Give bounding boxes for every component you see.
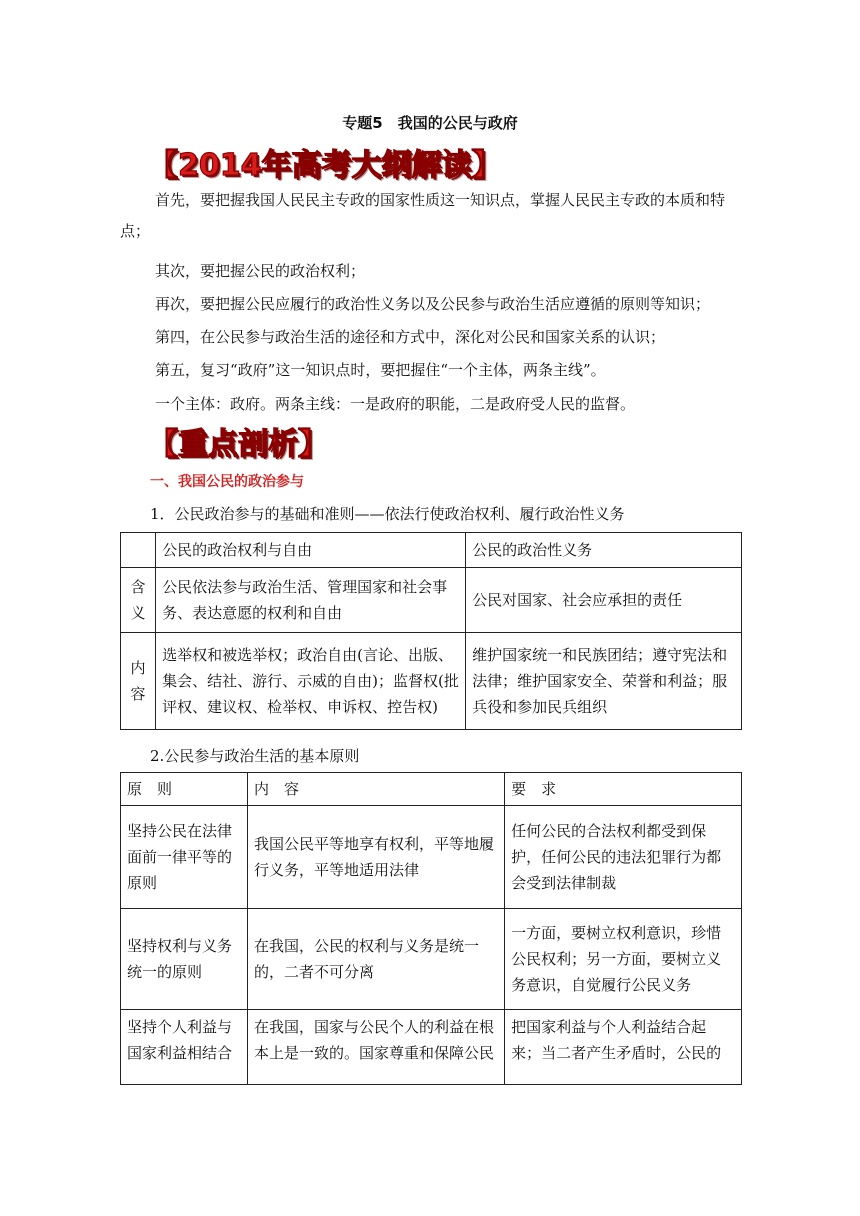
paragraph-1: 首先，要把握我国人民民主专政的国家性质这一知识点，掌握人民民主专政的本质和特点； [120, 191, 726, 240]
paragraph-2: 其次，要把握公民的政治权利； [155, 262, 366, 280]
table-row [121, 806, 742, 909]
table-header-cell: 内 容 [248, 773, 505, 806]
row-label-cell [121, 633, 156, 730]
table-row [121, 633, 742, 730]
table-cell [121, 533, 156, 568]
paragraph-5: 第五，复习“政府”这一知识点时，要把握住“一个主体，两条主线”。 [155, 361, 606, 379]
table-cell: 坚持公民在法律面前一律平等的原则 [121, 806, 248, 909]
paragraph-6: 一个主体：政府。两条主线：一是政府的职能，二是政府受人民的监督。 [155, 395, 636, 413]
table-header-cell: 公民的政治性义务 [466, 533, 742, 568]
table-cell: 选举权和被选举权；政治自由(言论、出版、集会、结社、游行、示威的自由)；监督权(批评权、建议权、检举权、申诉权、控告权) [156, 633, 466, 730]
principles-table [120, 772, 742, 1085]
table-row [121, 1010, 742, 1085]
table-cell: 坚持权利与义务统一的原则 [121, 909, 248, 1010]
table-cell: 坚持个人利益与国家利益相结合 [121, 1010, 248, 1085]
table-header-cell: 原 则 [121, 773, 248, 806]
table-header-cell: 要 求 [505, 773, 742, 806]
row-label-cell [121, 568, 156, 633]
table-header-row [121, 533, 742, 568]
table-cell: 在我国，国家与公民个人的利益在根本上是一致的。国家尊重和保障公民 [248, 1010, 505, 1085]
subheading-1: 1．公民政治参与的基础和准则——依法行使政治权利、履行政治性义务 [150, 505, 625, 523]
table-cell: 公民对国家、社会应承担的责任 [466, 568, 742, 633]
key-analysis-banner: 【重点剖析】 [148, 427, 328, 462]
row-label: 含 义 [130, 578, 146, 622]
table-cell: 一方面，要树立权利意识，珍惜公民权利；另一方面，要树立义务意识，自觉履行公民义务 [505, 909, 742, 1010]
table-cell: 把国家利益与个人利益结合起来；当二者产生矛盾时，公民的 [505, 1010, 742, 1085]
table-header-cell: 公民的政治权利与自由 [156, 533, 466, 568]
paragraph-3: 再次，要把握公民应履行的政治性义务以及公民参与政治生活应遵循的原则等知识； [155, 295, 711, 313]
subheading-2: 2.公民参与政治生活的基本原则 [150, 747, 360, 765]
table-cell: 维护国家统一和民族团结；遵守宪法和法律；维护国家安全、荣誉和利益；服兵役和参加民兵组织 [466, 633, 742, 730]
table-cell: 任何公民的合法权利都受到保护，任何公民的违法犯罪行为都会受到法律制裁 [505, 806, 742, 909]
section-heading: 一、我国公民的政治参与 [150, 474, 304, 490]
page-title: 专题5 我国的公民与政府 [342, 114, 518, 132]
rights-duties-table [120, 532, 742, 730]
row-label: 内 容 [130, 659, 146, 703]
table-row [121, 568, 742, 633]
table-cell: 在我国，公民的权利与义务是统一的，二者不可分离 [248, 909, 505, 1010]
table-header-row [121, 773, 742, 806]
paragraph-4: 第四，在公民参与政治生活的途径和方式中，深化对公民和国家关系的认识； [155, 328, 666, 346]
table-row [121, 909, 742, 1010]
table-cell: 我国公民平等地享有权利，平等地履行义务，平等地适用法律 [248, 806, 505, 909]
table-cell: 公民依法参与政治生活、管理国家和社会事务、表达意愿的权利和自由 [156, 568, 466, 633]
outline-banner: 【2014年高考大纲解读】 [148, 148, 502, 183]
